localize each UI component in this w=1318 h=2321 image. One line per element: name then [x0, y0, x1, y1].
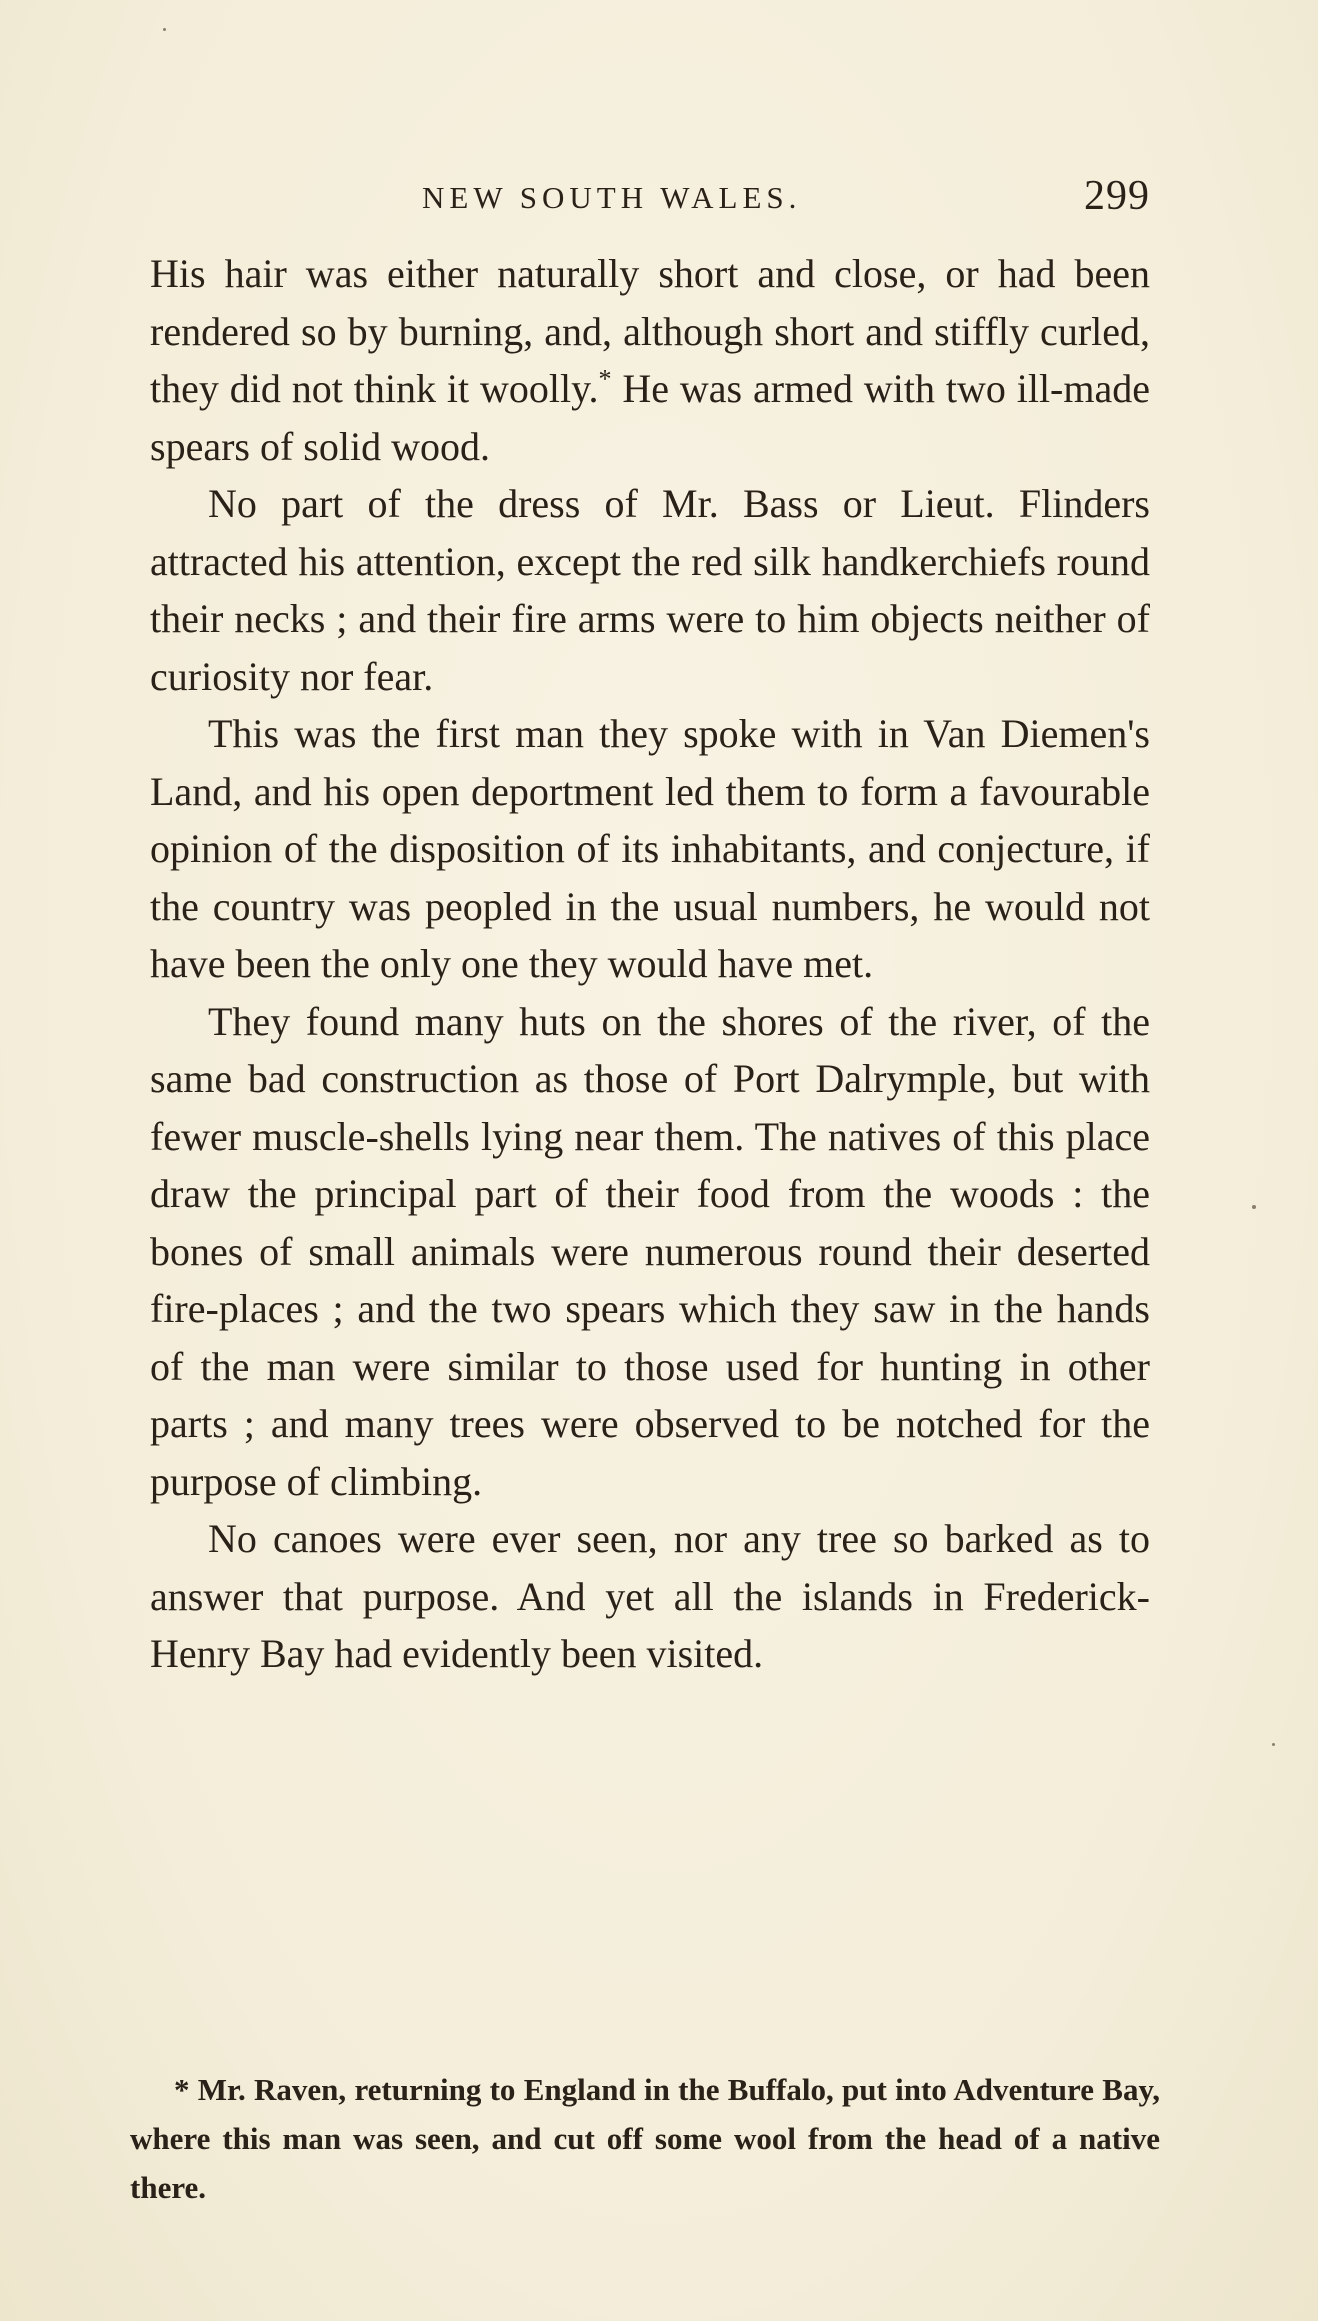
footnote: [130, 2065, 1160, 2212]
paper-speck: [163, 28, 166, 31]
body-text: [150, 245, 1150, 1683]
paragraph-text-continued: He was armed with two ill-made spears of solid wood.: [150, 366, 1151, 469]
footnote-text: Mr. Raven, returning to England in the Buffalo, put into Adventure Bay, where this man was seen, and cut off some wool from the head of a native there.: [130, 2072, 1161, 2205]
paragraph-1: [150, 245, 1150, 475]
page-number: 299: [1084, 173, 1150, 219]
paragraph-text: His hair was either naturally short and close, or had been rendered so by burning, and, although short and stiffly curled, they did not think it woolly.: [150, 251, 1150, 411]
paper-speck: [1272, 1743, 1275, 1746]
paragraph-5: No canoes were ever seen, nor any tree so barked as to answer that purpose. And yet all the islands in Frederick-Henry Bay had evidently been visited.: [150, 1516, 1150, 1676]
paragraph-2: No part of the dress of Mr. Bass or Lieut. Flinders attracted his attention, except the red silk handkerchiefs round their necks ; and their fire arms were to him objects neither of curiosity nor fear.: [150, 481, 1150, 699]
paragraph-3: This was the first man they spoke with in Van Diemen's Land, and his open deportment led them to form a favourable opinion of the disposition of its inhabitants, and conjecture, if the country was peopled in the usual numbers, he would not have been the only one they would have met.: [150, 711, 1150, 986]
footnote-marker: *: [174, 2072, 190, 2107]
paragraph-4: They found many huts on the shores of the river, of the same bad construction as those of Port Dalrymple, but with fewer muscle-shells lying near them. The natives of this place draw the principal part of their food from the woods : the bones of small animals were numerous round their deserted fire-places ; and the two spears which they saw in the hands of the man were similar to those used for hunting in other parts ; and many trees were observed to be notched for the purpose of climbing.: [150, 998, 1150, 1504]
paper-speck: [1252, 1205, 1256, 1209]
footnote-paragraph: [130, 2065, 1160, 2212]
running-head: NEW SOUTH WALES.: [422, 180, 802, 215]
page-header: [150, 172, 1150, 232]
footnote-reference[interactable]: *: [598, 364, 612, 394]
